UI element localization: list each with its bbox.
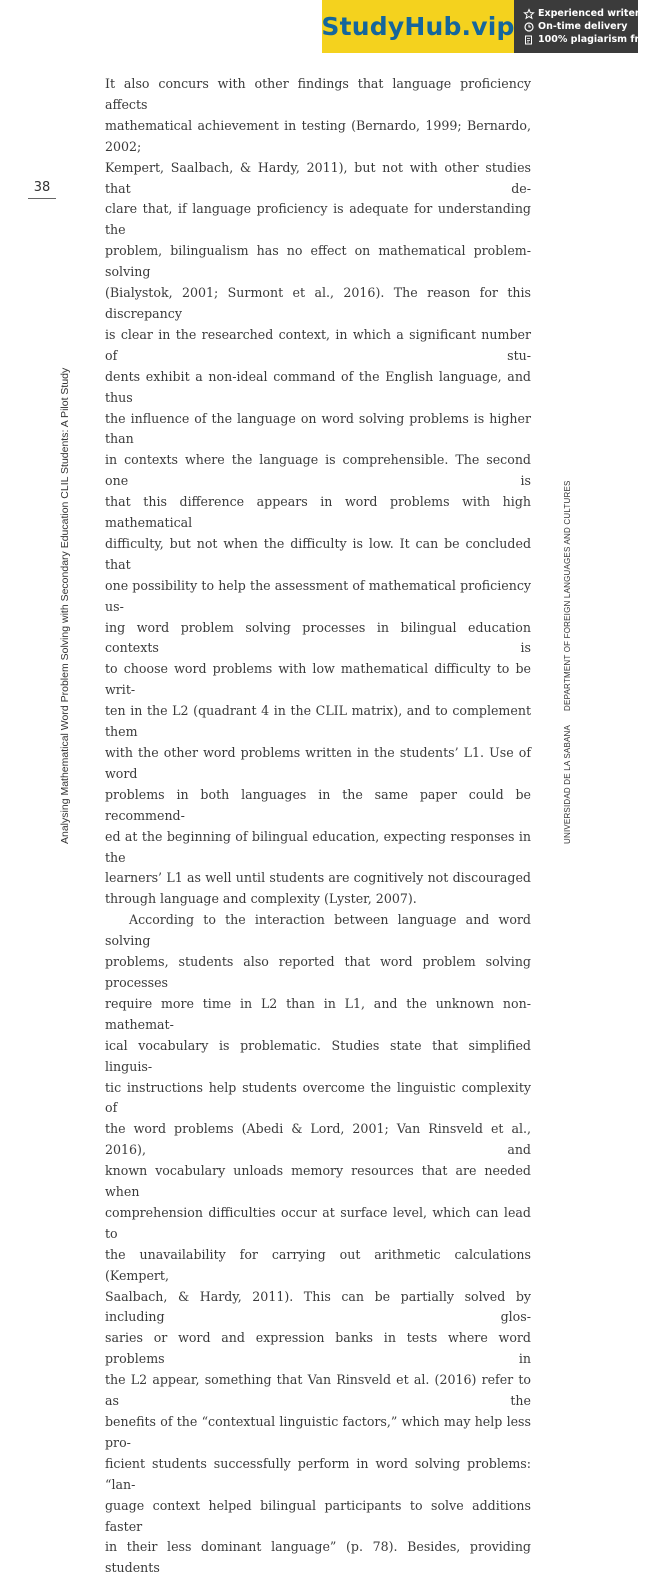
text-line: difficulty, but not when the difficulty is low. It can be concluded that [105,535,531,572]
text-line: learners’ L1 as well until students are cognitively not discouraged [105,870,531,886]
text-line: Kempert, Saalbach, & Hardy, 2011), but not with other studies that de- [105,159,531,196]
text-line: ical vocabulary is problematic. Studies state that simplified linguis- [105,1037,531,1074]
page-number: 38 [28,180,56,199]
text-line: is clear in the researched context, in which a significant number of stu- [105,326,531,363]
text-line: saries or word and expression banks in tests where word problems in [105,1330,531,1367]
text-line: According to the interaction between language and word solving [105,912,531,949]
text-line: known vocabulary unloads memory resources that are needed when [105,1163,531,1200]
text-line: comprehension difficulties occur at surface level, which can lead to [105,1204,531,1241]
text-line: ten in the L2 (quadrant 4 in the CLIL matrix), and to complement them [105,703,531,740]
text-line: with the other word problems written in the students’ L1. Use of word [105,745,531,781]
feature-item [524,21,652,32]
text-line: ing word problem solving processes in bilingual education contexts is [105,619,531,656]
text-line: in their less dominant language” (p. 78). Besides, providing students [105,1539,531,1576]
text-line: ed at the beginning of bilingual education, expecting responses in the [105,828,531,865]
text-line: benefits of the “contextual linguistic factors,” which may help less pro- [105,1414,531,1450]
paragraph [105,910,531,1579]
text-line: clare that, if language proficiency is adequate for understanding the [105,201,531,238]
text-line: to choose word problems with low mathematical difficulty to be writ- [105,661,531,698]
text-line: It also concurs with other findings that language proficiency affects [105,76,531,112]
text-line: one possibility to help the assessment of mathematical proficiency us- [105,577,531,614]
feature-label: On-time delivery [538,21,628,32]
feature-item [524,8,652,19]
text-line: the L2 appear, something that Van Rinsveld et al. (2016) refer to as the [105,1372,531,1409]
feature-item [524,34,652,45]
text-line: that this difference appears in word problems with high mathematical [105,494,531,531]
text-line: (Bialystok, 2001; Surmont et al., 2016). The reason for this discrepancy [105,285,531,321]
text-line: the influence of the language on word solving problems is higher than [105,410,531,447]
text-line: guage context helped bilingual participants to solve additions faster [105,1497,531,1534]
text-line: mathematical achievement in testing (Bernardo, 1999; Bernardo, 2002; [105,117,531,154]
brand-logo[interactable]: StudyHub.vip [322,0,514,53]
document-icon [524,35,534,45]
text-line: problem, bilingualism has no effect on mathematical problem-solving [105,243,531,280]
feature-list [514,0,652,53]
feature-label: 100% plagiarism free [538,34,652,45]
department-name: DEPARTMENT OF FOREIGN LANGUAGES AND CULTURES [563,480,572,711]
clock-icon [524,22,534,32]
ad-banner[interactable] [321,0,652,53]
feature-label: Experienced writers [538,8,646,19]
institution-label [563,480,572,844]
text-line: require more time in L2 than in L1, and the unknown non-mathemat- [105,995,531,1032]
text-line: problems in both languages in the same paper could be recommend- [105,786,531,823]
text-line: through language and complexity (Lyster, 2007). [105,891,417,907]
university-name: UNIVERSIDAD DE LA SABANA [563,724,572,844]
text-line: Saalbach, & Hardy, 2011). This can be partially solved by including glos- [105,1288,531,1325]
star-icon [524,9,534,19]
text-line: tic instructions help students overcome the linguistic complexity of [105,1079,531,1116]
text-line: the unavailability for carrying out arithmetic calculations (Kempert, [105,1246,531,1283]
article-body [105,74,531,1579]
paragraph [105,74,531,910]
running-title: Analysing Mathematical Word Problem Solving with Secondary Education CLIL Students: A Pilot Study [59,367,71,844]
text-line: the word problems (Abedi & Lord, 2001; Van Rinsveld et al., 2016), and [105,1121,531,1158]
text-line: problems, students also reported that word problem solving processes [105,954,531,990]
text-line: ficient students successfully perform in word solving problems: “lan- [105,1455,531,1492]
text-line: in contexts where the language is comprehensible. The second one is [105,452,531,489]
text-line: dents exhibit a non-ideal command of the English language, and thus [105,368,531,405]
